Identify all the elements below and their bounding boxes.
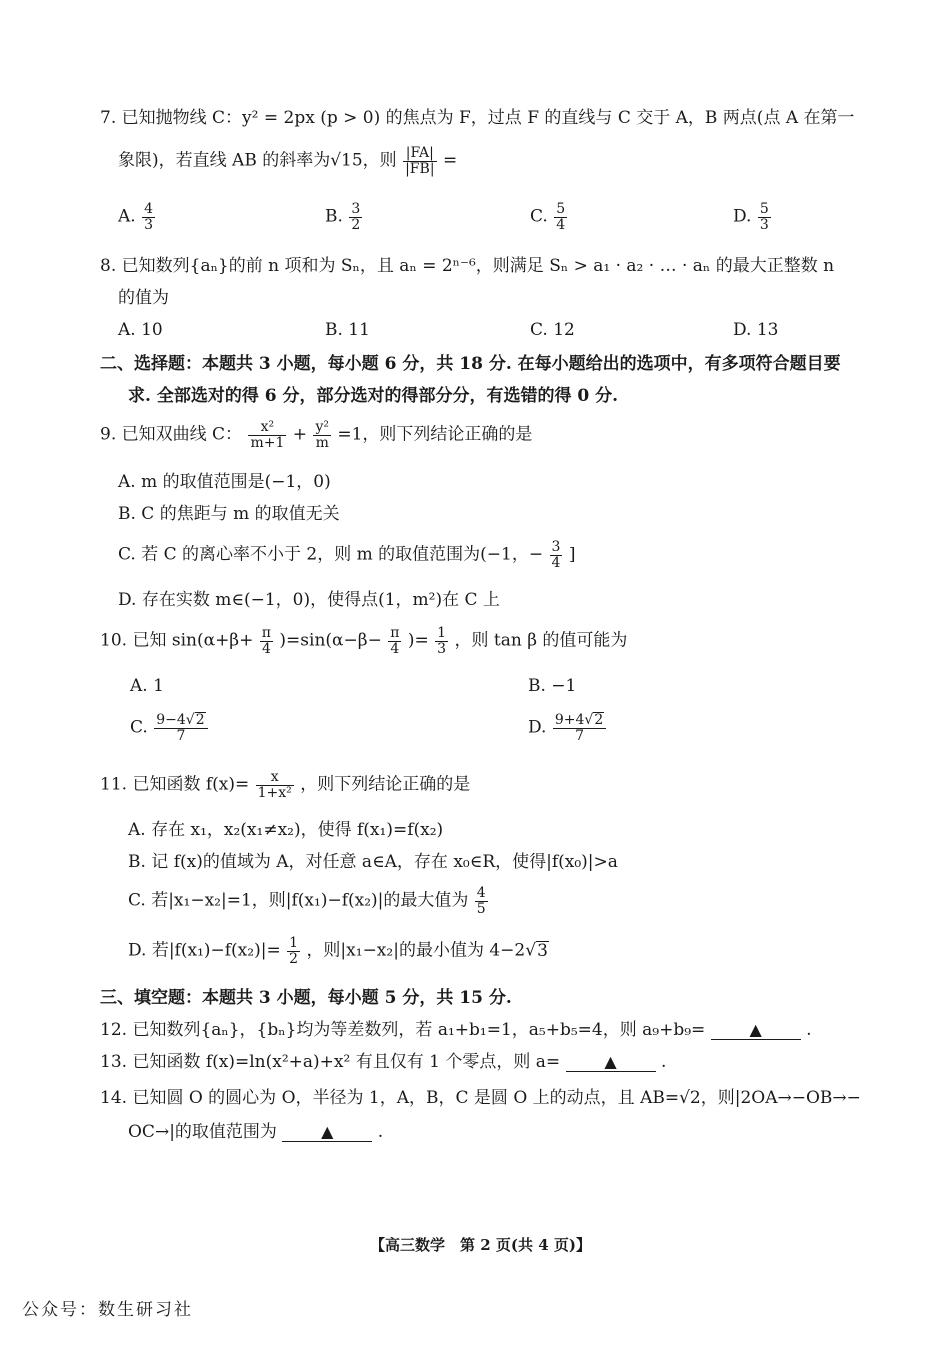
- q11-function-den: 1+x²: [257, 784, 292, 801]
- q12-answer-blank[interactable]: ▲: [711, 1021, 801, 1040]
- q11-function-fraction: [256, 770, 294, 800]
- q9-option-c-text: C. 若 C 的离心率不小于 2，则 m 的取值范围为(−1，−: [118, 544, 544, 565]
- option-denominator: 3: [759, 216, 769, 233]
- section2-heading-line1: 二、选择题：本题共 3 小题，每小题 6 分，共 18 分. 在每小题给出的选项中，有多项符合题目要: [100, 354, 841, 374]
- q13: [100, 1052, 666, 1072]
- q7-option-a: [118, 202, 156, 232]
- q11-option-d-text: D. 若|f(x₁)−f(x₂)|=: [128, 940, 281, 961]
- q9-option-d: D. 存在实数 m∈(−1，0)，使得点(1，m²)在 C 上: [118, 590, 500, 610]
- q9-option-c-num: 3: [551, 539, 561, 555]
- q7-equals: =: [442, 150, 458, 171]
- option-denominator: 2: [351, 216, 361, 233]
- q11-stem-post: ，则下列结论正确的是: [300, 774, 471, 795]
- q11-option-b: B. 记 f(x)的值域为 A，对任意 a∈A，存在 x₀∈R，使得|f(x₀)|>a: [128, 852, 618, 872]
- option-numerator: 5: [556, 201, 566, 217]
- section3-heading: 三、填空题：本题共 3 小题，每小题 5 分，共 15 分.: [100, 988, 512, 1008]
- q7-line1: 7. 已知抛物线 C：y² = 2px (p > 0) 的焦点为 F，过点 F 的直线与 C 交于 A，B 两点(点 A 在第一: [100, 108, 855, 128]
- q9-fraction-y-num: y²: [315, 419, 329, 435]
- q14-line2: [128, 1122, 383, 1142]
- q8-option-c: C. 12: [530, 320, 575, 340]
- q12: [100, 1020, 812, 1040]
- q9-option-c-den: 4: [551, 554, 561, 571]
- q8-line1: 8. 已知数列{aₙ}的前 n 项和为 Sₙ，且 aₙ = 2ⁿ⁻⁶，则满足 Sₙ > a₁ · a₂ · … · aₙ 的最大正整数 n: [100, 256, 835, 276]
- section2-heading-line2: 求. 全部选对的得 6 分，部分选对的得部分分，有选错的得 0 分.: [128, 386, 619, 406]
- q11-option-c-num: 4: [476, 885, 486, 901]
- q9-fraction-y: [313, 420, 331, 450]
- q9-plus: +: [292, 424, 308, 445]
- option-denominator: 4: [556, 216, 566, 233]
- q9-fraction-x: [248, 420, 286, 450]
- q10-pi-den-2: 4: [390, 640, 400, 657]
- q11-option-a: A. 存在 x₁，x₂(x₁≠x₂)，使得 f(x₁)=f(x₂): [128, 820, 444, 840]
- q10-option-c-num: 9−4√2: [154, 712, 207, 729]
- q11-stem-pre: 11. 已知函数 f(x)=: [100, 774, 250, 795]
- q8-option-a: A. 10: [118, 320, 163, 340]
- q7-ratio-numerator: |FA|: [403, 146, 436, 162]
- q11-option-c: [128, 886, 489, 916]
- q10-value-den: 3: [437, 640, 447, 657]
- q8-option-d: D. 13: [733, 320, 779, 340]
- option-fraction: [349, 202, 362, 232]
- q14-line1: 14. 已知圆 O 的圆心为 O，半径为 1，A，B，C 是圆 O 上的动点，且 AB=√2，则|2OA→−OB→−: [100, 1088, 861, 1108]
- q10-pi-num-1: π: [261, 625, 271, 641]
- option-label: A.: [118, 206, 136, 227]
- q10-option-c-fraction: [154, 712, 207, 744]
- q11-option-d-num: 1: [289, 935, 299, 951]
- q9-fraction-x-den: m+1: [250, 434, 285, 451]
- q9-stem-pre: 9. 已知双曲线 C：: [100, 424, 243, 445]
- q7-option-d: [733, 202, 772, 232]
- q10-stem-mid: )=sin(α−β−: [279, 630, 382, 651]
- q11-option-c-fraction: [475, 886, 488, 916]
- option-label: D.: [733, 206, 752, 227]
- q10-option-c-den: 7: [176, 728, 186, 745]
- q9-option-c: [118, 540, 575, 570]
- q10-option-d-num-text: 9+4: [554, 712, 585, 728]
- q11-option-c-den: 5: [476, 900, 486, 917]
- watermark-text: 公众号：数生研习社: [22, 1300, 193, 1320]
- option-numerator: 3: [351, 201, 361, 217]
- q14-period: .: [377, 1122, 384, 1142]
- q10-stem-mid2: )=: [407, 630, 429, 651]
- q7-line2-text: 象限)，若直线 AB 的斜率为√15，则: [118, 150, 397, 171]
- q10-option-c-radicand: 2: [195, 712, 205, 728]
- q10-option-a: A. 1: [130, 676, 164, 696]
- q9-option-c-fraction: [550, 540, 563, 570]
- q7-ratio-denominator: |FB|: [405, 160, 435, 177]
- option-label: B.: [325, 206, 343, 227]
- q9-stem: [100, 420, 532, 450]
- q8-option-b: B. 11: [325, 320, 370, 340]
- q10-option-d-fraction: [553, 712, 606, 744]
- q11-option-d-mid: ，则|x₁−x₂|的最小值为 4−2: [306, 940, 526, 961]
- q12-period: .: [806, 1020, 812, 1040]
- q11-option-c-text: C. 若|x₁−x₂|=1，则|f(x₁)−f(x₂)|的最大值为: [128, 890, 469, 911]
- q8-line2: 的值为: [118, 288, 169, 308]
- q10-option-c: [130, 712, 209, 744]
- option-numerator: 5: [759, 201, 769, 217]
- q7-option-b: [325, 202, 363, 232]
- q11-option-d: D. 若|f(x₁)−f(x₂)|= $\frac{1}{2}$ ，则|x₁−x₂|的最小值为 4−2√3: [128, 935, 548, 967]
- q12-text: 12. 已知数列{aₙ}，{bₙ}均为等差数列，若 a₁+b₁=1，a₅+b₅=4，则 a₉+b₉=: [100, 1020, 706, 1040]
- q10-option-d-num: 9+4√2: [553, 712, 606, 729]
- option-label: C.: [530, 206, 548, 227]
- q10-pi-den-1: 4: [261, 640, 271, 657]
- q10-option-d-den: 7: [575, 728, 584, 745]
- q10-pi-fraction-1: [260, 626, 273, 656]
- q9-fraction-x-num: x²: [248, 420, 286, 436]
- q9-stem-post: =1，则下列结论正确的是: [337, 424, 533, 445]
- q10-value-num: 1: [437, 625, 447, 641]
- q10-option-c-num-text: 9−4: [156, 712, 186, 728]
- q13-answer-blank[interactable]: ▲: [566, 1053, 656, 1072]
- q10-option-d-label: D.: [528, 717, 547, 738]
- page-footer: 【高三数学 第 2 页(共 4 页)】: [370, 1236, 591, 1254]
- q10-option-c-label: C.: [130, 717, 148, 738]
- q10-stem-post: ，则 tan β 的值可能为: [454, 630, 628, 651]
- q13-period: .: [660, 1052, 667, 1072]
- q9-fraction-y-den: m: [315, 434, 329, 451]
- q10-option-d: [528, 712, 607, 744]
- q7-line2: [118, 146, 457, 176]
- q11-option-d-radicand: 3: [537, 940, 548, 961]
- q9-option-b: B. C 的焦距与 m 的取值无关: [118, 504, 340, 524]
- q7-ratio-fraction: [403, 146, 436, 176]
- q11-option-d-fraction: [287, 936, 300, 966]
- q11-stem: [100, 770, 470, 800]
- q9-option-a: A. m 的取值范围是(−1，0): [118, 472, 331, 492]
- q10-stem: [100, 626, 627, 656]
- q11-function-num: x: [256, 770, 294, 786]
- option-fraction: [758, 202, 771, 232]
- q10-option-b: B. −1: [528, 676, 577, 696]
- option-denominator: 3: [144, 216, 154, 233]
- q10-pi-fraction-2: [388, 626, 401, 656]
- option-fraction: [142, 202, 155, 232]
- q9-option-c-bracket: ]: [568, 544, 576, 565]
- q10-pi-num-2: π: [390, 625, 400, 641]
- q14-answer-blank[interactable]: ▲: [282, 1123, 372, 1142]
- q10-option-d-radicand: 2: [594, 712, 604, 728]
- option-fraction: [554, 202, 567, 232]
- q10-stem-pre: 10. 已知 sin(α+β+: [100, 630, 254, 651]
- option-numerator: 4: [144, 201, 154, 217]
- q11-option-d-den: 2: [289, 950, 299, 967]
- q7-option-c: [530, 202, 568, 232]
- q14-line2-text: OC→|的取值范围为: [128, 1122, 277, 1142]
- q10-value-fraction: [435, 626, 448, 656]
- q13-text: 13. 已知函数 f(x)=ln(x²+a)+x² 有且仅有 1 个零点，则 a=: [100, 1052, 561, 1072]
